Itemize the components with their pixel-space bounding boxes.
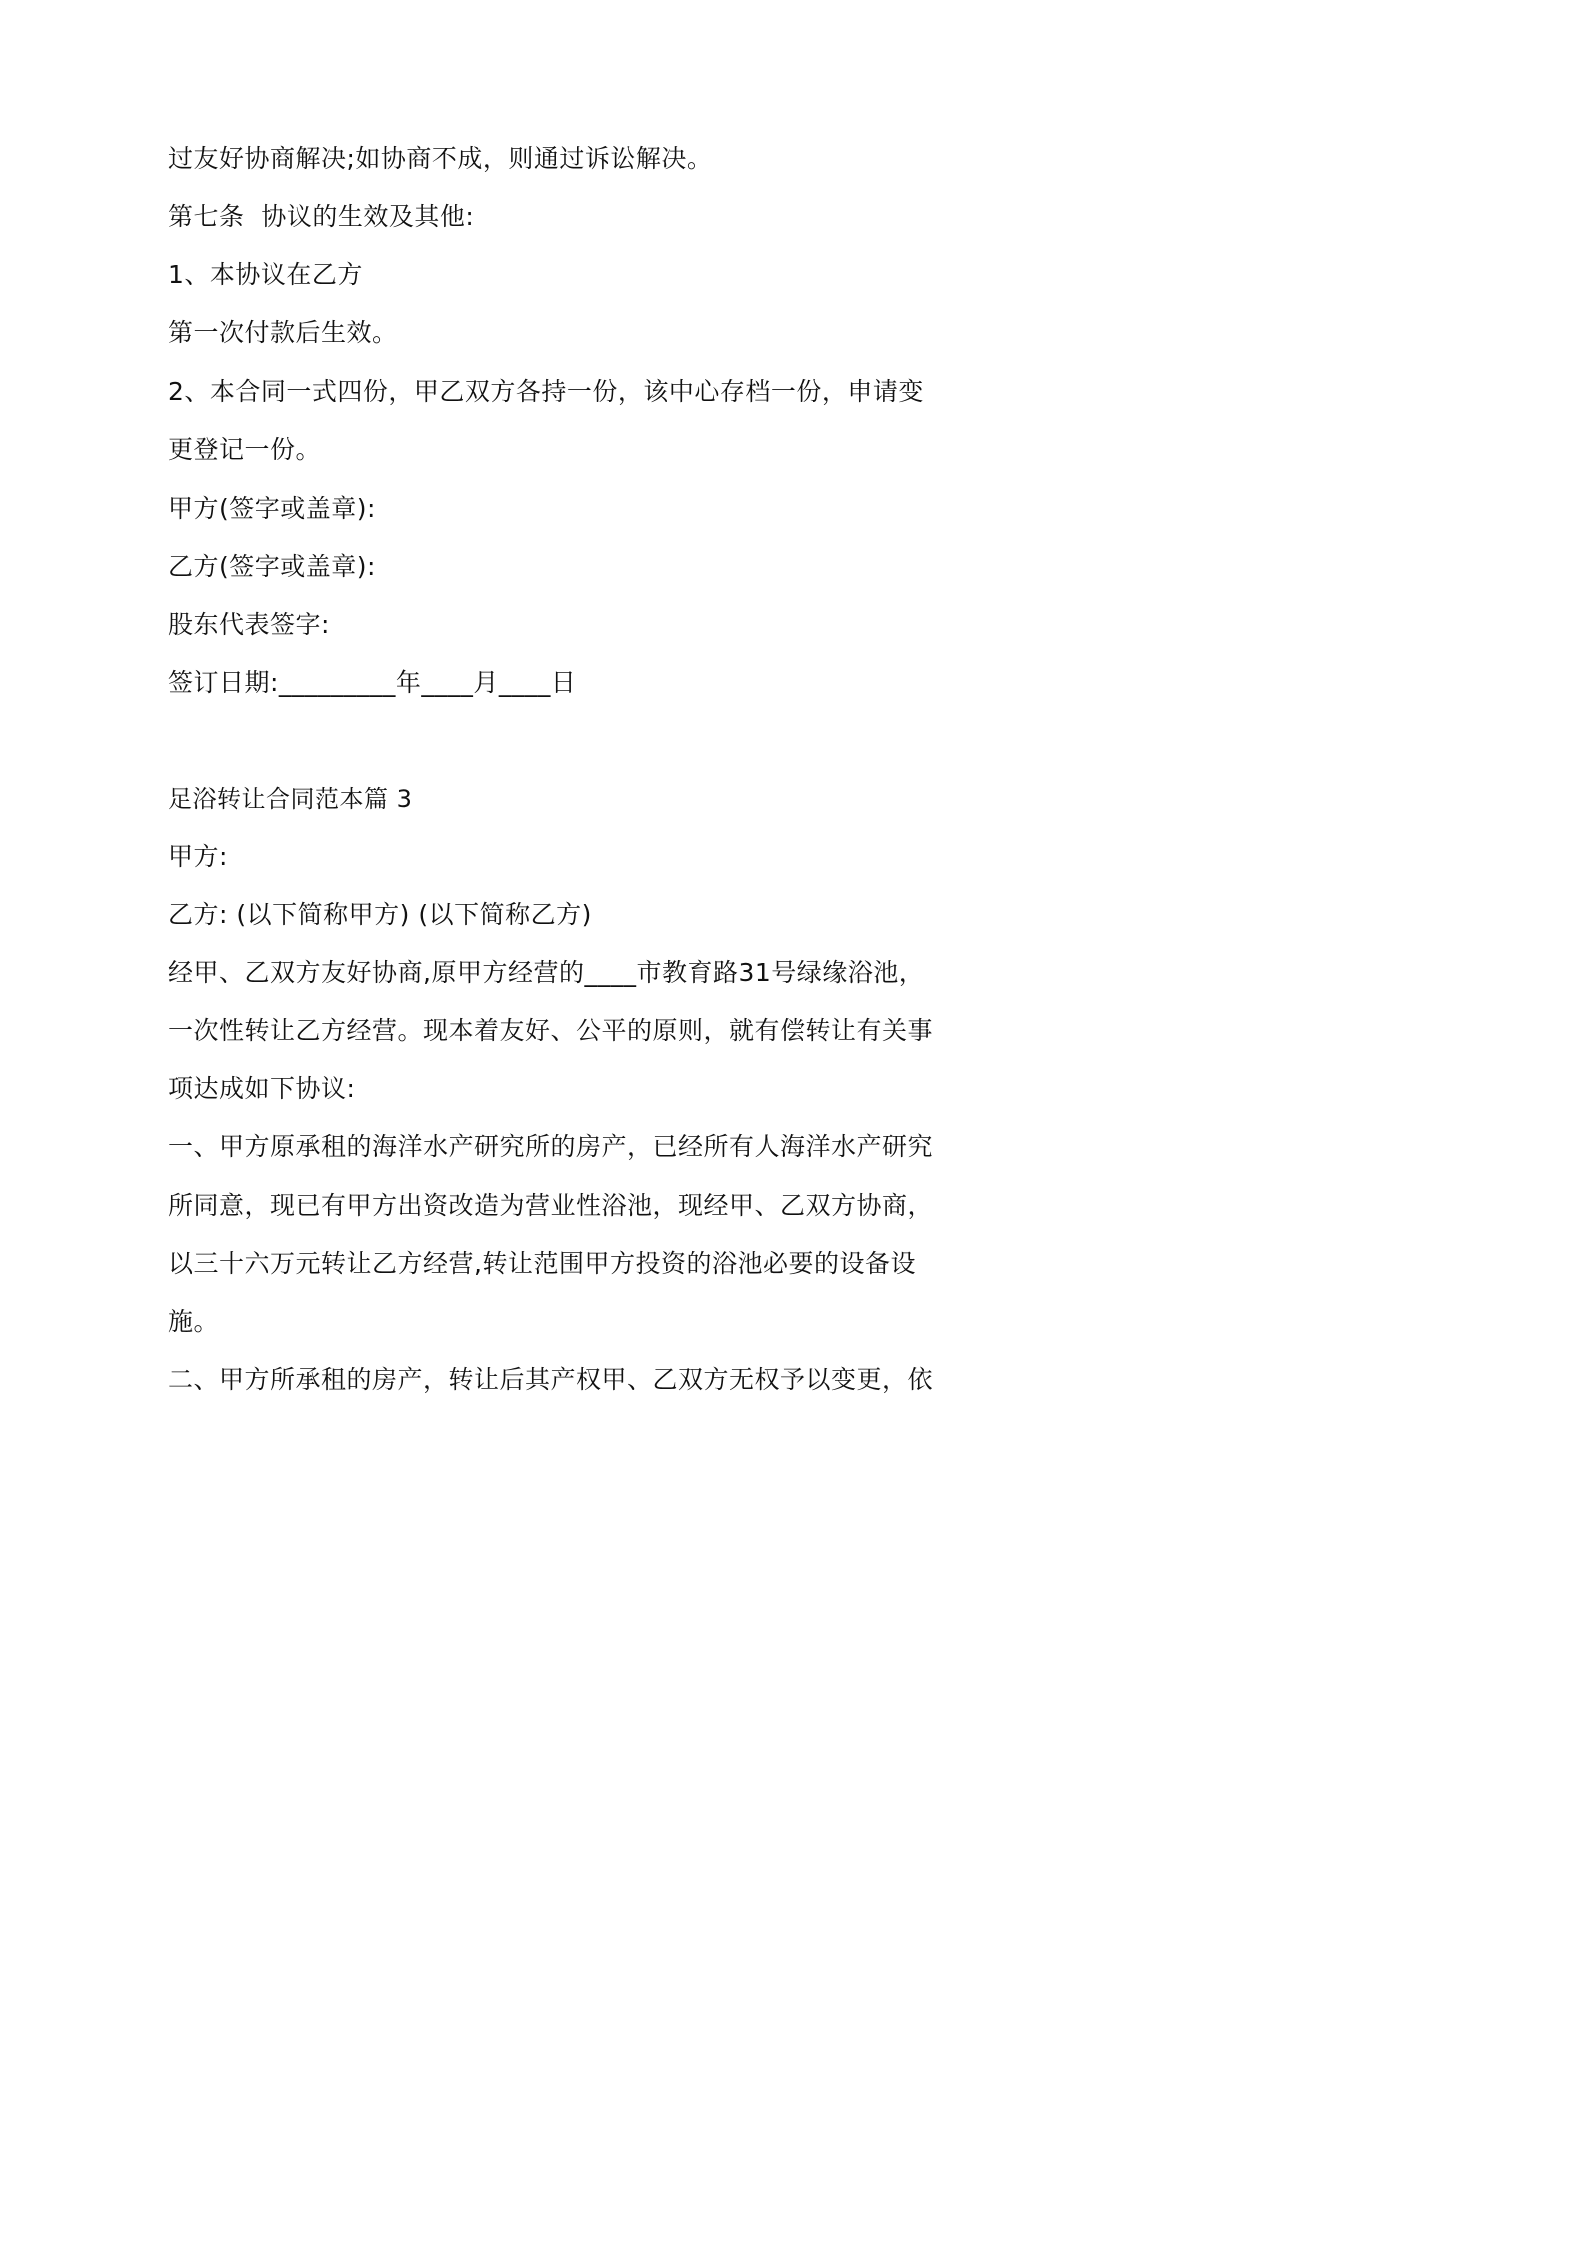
article-heading: 第七条 协议的生效及其他: (168, 202, 475, 231)
paragraph-line: 第一次付款后生效。 (168, 318, 398, 347)
paragraph-line: 一次性转让乙方经营。现本着友好、公平的原则，就有偿转让有关事 (168, 1016, 934, 1045)
paragraph-line: 更登记一份。 (168, 435, 322, 464)
section-title: 足浴转让合同范本篇 3 (168, 785, 413, 813)
paragraph-line: 施。 (168, 1307, 220, 1336)
signature-line-party-a: 甲方(签字或盖章): (168, 494, 376, 523)
party-b-line: 乙方: (以下简称甲方) (以下简称乙方) (168, 900, 592, 929)
party-a-line: 甲方: (168, 842, 228, 871)
shareholder-signature-line: 股东代表签字: (168, 610, 330, 639)
signing-date-line: 签订日期:_________年____月____日 (168, 668, 577, 697)
paragraph-line: 以三十六万元转让乙方经营,转让范围甲方投资的浴池必要的设备设 (168, 1249, 916, 1278)
paragraph-line: 2、本合同一式四份，甲乙双方各持一份，该中心存档一份，申请变 (168, 377, 924, 406)
paragraph-line: 过友好协商解决;如协商不成，则通过诉讼解决。 (168, 144, 713, 173)
paragraph-line: 经甲、乙双方友好协商,原甲方经营的____市教育路31号绿缘浴池， (168, 958, 925, 987)
paragraph-line: 二、甲方所承租的房产，转让后其产权甲、乙双方无权予以变更，依 (168, 1365, 934, 1394)
paragraph-line: 1、本协议在乙方 (168, 260, 363, 289)
paragraph-line: 一、甲方原承租的海洋水产研究所的房产，已经所有人海洋水产研究 (168, 1132, 934, 1161)
signature-line-party-b: 乙方(签字或盖章): (168, 552, 376, 581)
paragraph-line: 项达成如下协议: (168, 1074, 356, 1103)
paragraph-line: 所同意，现已有甲方出资改造为营业性浴池，现经甲、乙双方协商， (168, 1191, 934, 1220)
